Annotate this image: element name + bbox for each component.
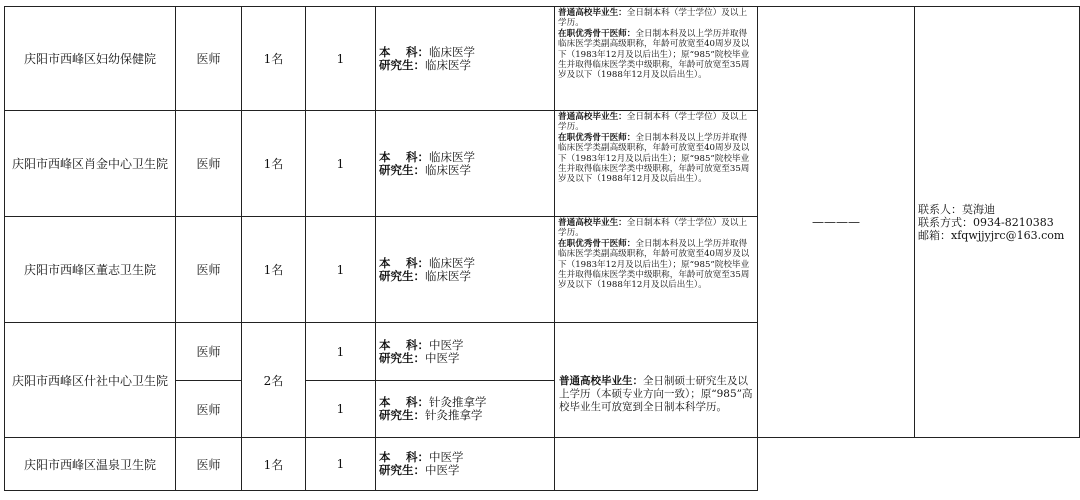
num: 1 [306,323,376,381]
count: 2名 [242,323,306,438]
count: 1名 [242,7,306,111]
major-cell: 本 科：临床医学 研究生：临床医学 [376,7,555,111]
position: 医师 [176,217,242,323]
count: 1名 [242,438,306,491]
num: 1 [306,7,376,111]
major-cell: 本 科：中医学 研究生：中医学 [376,323,555,381]
num: 1 [306,438,376,491]
position: 医师 [176,7,242,111]
other-cell: ———— [758,7,915,438]
contact-email: 邮箱：xfqwjjyjrc@163.com [918,228,1065,242]
table-row [5,438,1080,491]
num: 1 [306,381,376,438]
requirement-empty [555,438,758,491]
major-cell: 本 科：临床医学 研究生：临床医学 [376,111,555,217]
count: 1名 [242,217,306,323]
recruitment-table [4,6,1080,491]
major-cell: 本 科：针灸推拿学 研究生：针灸推拿学 [376,381,555,438]
contact-phone: 联系方式：0934-8210383 [918,215,1054,229]
contact-cell [915,7,1080,438]
unit-name: 庆阳市西峰区妇幼保健院 [5,7,176,111]
position: 医师 [176,438,242,491]
unit-name: 庆阳市西峰区什社中心卫生院 [5,323,176,438]
unit-name: 庆阳市西峰区温泉卫生院 [5,438,176,491]
unit-name: 庆阳市西峰区董志卫生院 [5,217,176,323]
position: 医师 [176,381,242,438]
requirement-cell: 普通高校毕业生：全日制本科（学士学位）及以上学历。 在职优秀骨干医师：全日制本科及以上学历并取得临床医学类副高级职称，年龄可放宽至40周岁及以下（1983年12月及以后出生）；原“985”院校毕业生并取得临床医学类中级职称，年龄可放宽至35周岁及以下（1988年12月及以后出生）。 [555,217,758,323]
requirement-cell: 普通高校毕业生：全日制本科（学士学位）及以上学历。 在职优秀骨干医师：全日制本科及以上学历并取得临床医学类副高级职称，年龄可放宽至40周岁及以下（1983年12月及以后出生）；原“985”院校毕业生并取得临床医学类中级职称，年龄可放宽至35周岁及以下（1988年12月及以后出生）。 [555,111,758,217]
table-row [5,7,1080,111]
requirement-cell: 普通高校毕业生：全日制硕士研究生及以上学历（本硕专业方向一致）；原“985”高校毕业生可放宽到全日制本科学历。 [555,352,758,438]
requirement-cell: 普通高校毕业生：全日制本科（学士学位）及以上学历。 在职优秀骨干医师：全日制本科及以上学历并取得临床医学类副高级职称，年龄可放宽至40周岁及以下（1983年12月及以后出生）；原“985”院校毕业生并取得临床医学类中级职称，年龄可放宽至35周岁及以下（1988年12月及以后出生）。 [555,7,758,111]
num: 1 [306,217,376,323]
unit-name: 庆阳市西峰区肖金中心卫生院 [5,111,176,217]
position: 医师 [176,323,242,381]
major-cell: 本 科：中医学 研究生：中医学 [376,438,555,491]
count: 1名 [242,111,306,217]
num: 1 [306,111,376,217]
major-cell: 本 科：临床医学 研究生：临床医学 [376,217,555,323]
position: 医师 [176,111,242,217]
requirement-spacer [555,323,758,352]
contact-person: 联系人：莫海迪 [918,202,995,216]
